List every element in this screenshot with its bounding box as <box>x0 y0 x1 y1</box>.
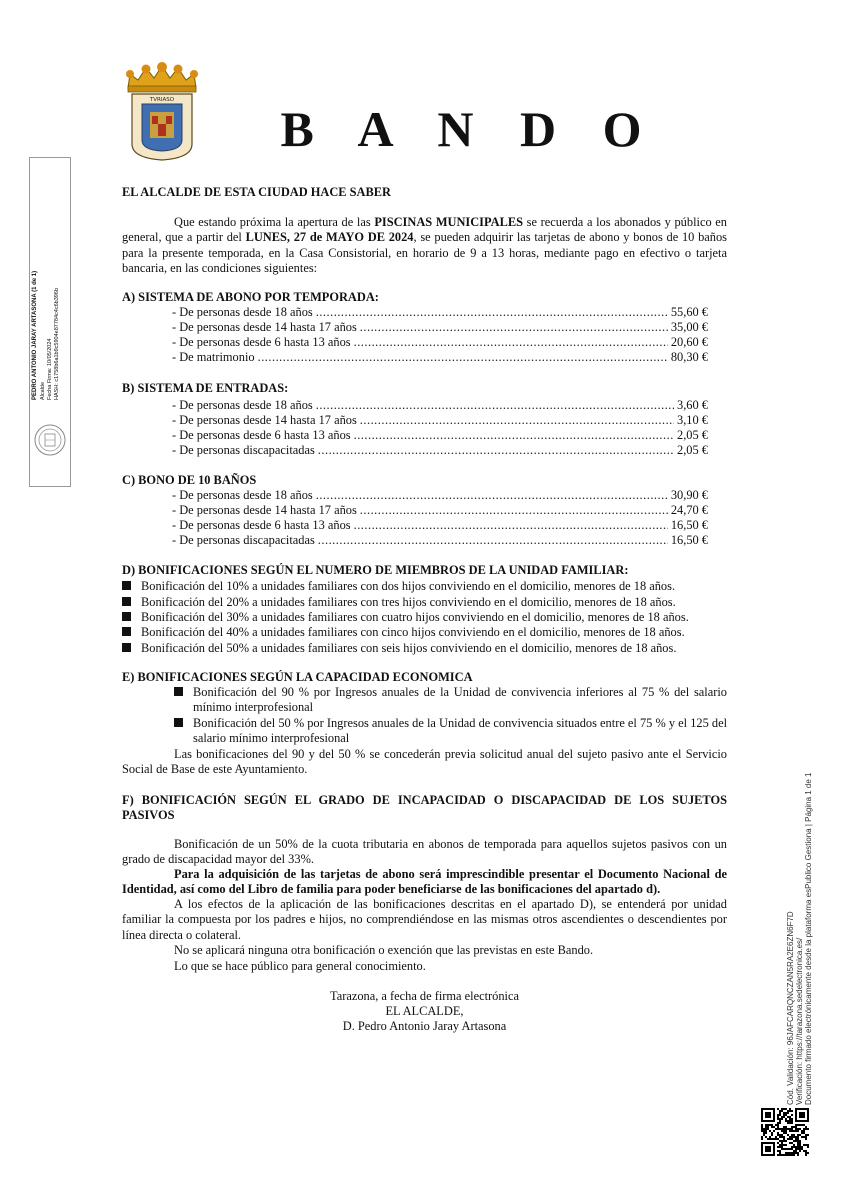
signature-platform-note: Documento firmado electrónicamente desde la plataforma esPublico Gestiona | Página 1 de 1 <box>804 772 813 1105</box>
bullet-icon <box>174 687 183 696</box>
seal-icon <box>33 423 67 457</box>
section-f-paragraph: Bonificación de un 50% de la cuota tributaria en abonos de temporada para aquellos sujetos pasivos con un grado de discapacidad mayor del 33%. <box>122 837 727 867</box>
list-item: Bonificación del 90 % por Ingresos anuales de la Unidad de convivencia inferiores al 75 % del salario mínimo interprofesional <box>172 685 727 716</box>
section-f-paragraph-bold: Para la adquisición de las tarjetas de abono será imprescindible presentar el Documento Nacional de Identidad, así como del Libro de familia para poder beneficiarse de las bonificaciones del apartado d). <box>122 867 727 897</box>
bullet-icon <box>122 643 131 652</box>
list-item: Bonificación del 30% a unidades familiares con cuatro hijos conviviendo en el domicilio, menores de 18 años. <box>122 610 722 625</box>
coat-of-arms-motto: TVRIASO <box>149 97 175 103</box>
section-f-paragraph: Lo que se hace público para general conocimiento. <box>174 959 426 973</box>
bullet-icon <box>174 718 183 727</box>
verification-url[interactable]: Verificación: https://tarazona.sedelectronica.es/ <box>795 937 804 1105</box>
rate-row: - De personas desde 14 hasta 17 años ..... 3,10 € <box>172 413 708 428</box>
list-item: Bonificación del 40% a unidades familiares con cinco hijos conviviendo en el domicilio, menores de 18 años. <box>122 625 722 640</box>
section-a-title: A) SISTEMA DE ABONO POR TEMPORADA: <box>122 290 379 304</box>
list-item: Bonificación del 50 % por Ingresos anuales de la Unidad de convivencia situados entre el 75 % y el 125 del salario mínimo interprofesional <box>172 716 727 747</box>
rate-row: - De personas desde 6 hasta 13 años ..... 2,05 € <box>172 428 708 443</box>
bullet-icon <box>122 581 131 590</box>
section-f-title: F) BONIFICACIÓN SEGÚN EL GRADO DE INCAPACIDAD O DISCAPACIDAD DE LOS SUJETOS PASIVOS <box>122 793 727 823</box>
rate-row: - De personas desde 18 años ..... 3,60 € <box>172 398 708 413</box>
qr-code-icon <box>761 1108 809 1156</box>
rate-row: - De personas desde 18 años ..... 55,60 € <box>172 305 708 320</box>
section-e-note: Las bonificaciones del 90 y del 50 % se concederán previa solicitud anual del sujeto pasivo ante el Servicio Social de Base de este Ayuntamiento. <box>122 747 727 777</box>
signature-role: EL ALCALDE, <box>385 1004 464 1018</box>
section-c-title: C) BONO DE 10 BAÑOS <box>122 473 257 487</box>
bullet-icon <box>122 597 131 606</box>
section-b-title: B) SISTEMA DE ENTRADAS: <box>122 381 289 395</box>
heading: EL ALCALDE DE ESTA CIUDAD HACE SABER <box>122 185 391 199</box>
section-f-paragraph: A los efectos de la aplicación de las bonificaciones descritas en el apartado D), se entenderá por unidad familiar la compuesta por los padres e hijos, no comprendiéndose en las mismas otros ascendientes o descendientes por línea directa o colateral. <box>122 897 727 942</box>
rate-row: - De personas desde 6 hasta 13 años ..... 16,50 € <box>172 518 708 533</box>
signature-place-date: Tarazona, a fecha de firma electrónica <box>330 989 519 1003</box>
rate-row: - De matrimonio ..... 80,30 € <box>172 350 708 365</box>
list-item: Bonificación del 20% a unidades familiares con tres hijos conviviendo en el domicilio, menores de 18 años. <box>122 595 722 610</box>
rate-row: - De personas discapacitadas ..... 16,50 € <box>172 533 708 548</box>
rate-row: - De personas desde 18 años ..... 30,90 € <box>172 488 708 503</box>
signer-role: Alcalde <box>40 381 46 400</box>
bullet-icon <box>122 612 131 621</box>
rate-row: - De personas desde 14 hasta 17 años ..... 24,70 € <box>172 503 708 518</box>
signature-name: D. Pedro Antonio Jaray Artasona <box>342 1019 507 1033</box>
signature-hash: HASH: c1758b6a1b9c5904e87784c4c6b396b <box>54 288 60 400</box>
page-title: B A N D O <box>280 101 659 157</box>
signer-name: PEDRO ANTONIO JARAY ARTASONA (1 de 1) <box>32 270 38 400</box>
section-e-title: E) BONIFICACIONES SEGÚN LA CAPACIDAD ECONOMICA <box>122 670 473 684</box>
section-d-title: D) BONIFICACIONES SEGÚN EL NUMERO DE MIEMBROS DE LA UNIDAD FAMILIAR: <box>122 563 629 577</box>
list-item: Bonificación del 50% a unidades familiares con seis hijos conviviendo en el domicilio, menores de 18 años. <box>122 641 722 656</box>
intro-paragraph: Que estando próxima la apertura de las PISCINAS MUNICIPALES se recuerda a los abonados y público en general, que a partir del LUNES, 27 de MAYO DE 2024, se pueden adquirir las tarjetas de abono y bonos de 10 baños para la presente temporada, en la Casa Consistorial, en horario de 9 a 13 horas, mediante pago en efectivo o tarjeta bancaria, en las condiciones siguientes: <box>122 215 728 276</box>
validation-code: Cód. Validación: 96JAFCARQNCZAN5RA2E6ZN6F7D <box>786 911 795 1105</box>
bullet-icon <box>122 627 131 636</box>
rate-row: - De personas discapacitadas ..... 2,05 € <box>172 443 708 458</box>
signature-date: Fecha Firma: 10/05/2024 <box>47 338 53 400</box>
section-f-paragraph: No se aplicará ninguna otra bonificación o exención que las previstas en este Bando. <box>174 943 594 957</box>
rate-row: - De personas desde 14 hasta 17 años ..... 35,00 € <box>172 320 708 335</box>
list-item: Bonificación del 10% a unidades familiares con dos hijos conviviendo en el domicilio, menores de 18 años. <box>122 579 722 594</box>
rate-row: - De personas desde 6 hasta 13 años ..... 20,60 € <box>172 335 708 350</box>
